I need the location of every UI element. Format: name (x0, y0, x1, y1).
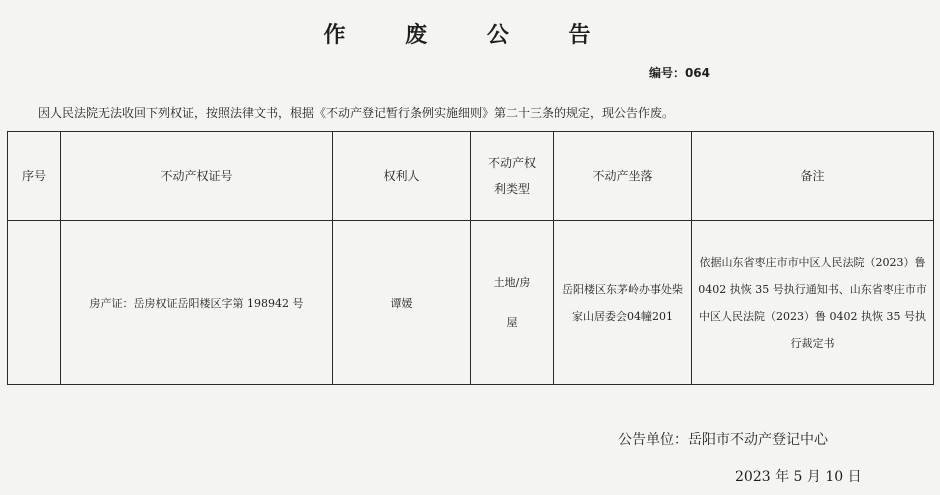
cell-remark: 依据山东省枣庄市市中区人民法院（2023）鲁 0402 执恢 35 号执行通知书、山东省枣庄市市中区人民法院（2023）鲁 0402 执恢 35 号执行裁定书 (692, 221, 934, 385)
cell-type: 土地/房屋 (471, 221, 554, 385)
document-number: 编号：064 (648, 66, 710, 80)
cell-cert: 房产证：岳房权证岳阳楼区字第 198942 号 (61, 221, 333, 385)
header-location: 不动产坐落 (554, 132, 692, 221)
cell-index (8, 221, 61, 385)
publish-date: 2023 年 5 月 10 日 (735, 469, 862, 485)
table-header-row (8, 132, 934, 221)
header-holder: 权利人 (333, 132, 471, 221)
intro-paragraph: 因人民法院无法收回下列权证，按照法律文书，根据《不动产登记暂行条例实施细则》第二十三条的规定，现公告作废。 (38, 106, 675, 120)
cell-location: 岳阳楼区东茅岭办事处柴家山居委会04幢201 (554, 221, 692, 385)
void-certificate-table (7, 131, 934, 385)
document-title: 作 废 公 告 (323, 23, 617, 48)
publishing-unit: 公告单位：岳阳市不动产登记中心 (618, 432, 828, 448)
cell-holder: 谭媛 (333, 221, 471, 385)
header-index: 序号 (8, 132, 61, 221)
header-remark: 备注 (692, 132, 934, 221)
header-cert: 不动产权证号 (61, 132, 333, 221)
table-row (8, 221, 934, 385)
header-type: 不动产权利类型 (471, 132, 554, 221)
